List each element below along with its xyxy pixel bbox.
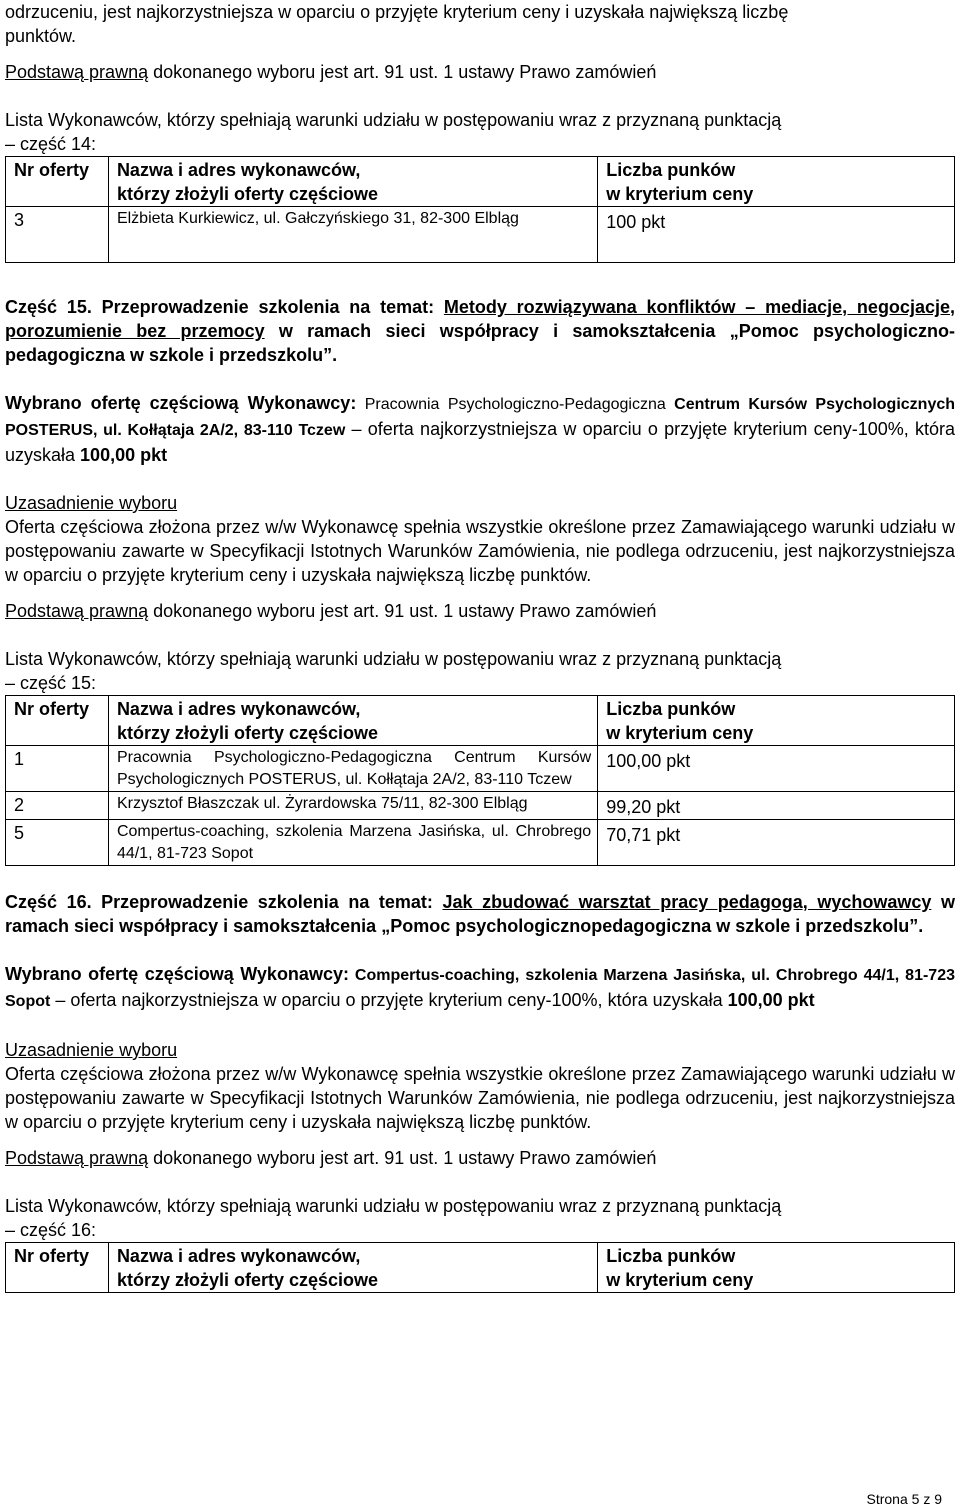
list-intro: Lista Wykonawców, którzy spełniają warunki udziału w postępowaniu wraz z przyznaną punktacją [5,1196,782,1216]
cell-name: Krzysztof Błaszczak ul. Żyrardowska 75/11, 82-300 Elbląg [108,792,597,820]
document-page [5,0,955,1293]
header-points: Liczba punków w kryterium ceny [598,157,955,207]
justification-text: Oferta częściowa złożona przez w/w Wykonawcę spełnia wszystkie określone przez Zamawiającego warunki udziału w postępowaniu zawarte w Specyfikacji Istotnych Warunków Zamówienia, nie podlega odrzuceniu, jest najkorzystniejsza w oparciu o przyjęte kryterium ceny i uzyskała największą liczbę punktów. [5,1064,955,1132]
legal-basis: Podstawą prawną dokonanego wyboru jest art. 91 ust. 1 ustawy Prawo zamówień [5,1148,657,1168]
cell-nr: 3 [6,207,109,263]
header-points: Liczba punków w kryterium ceny [598,696,955,746]
list-part: – część 15: [5,673,97,693]
legal-basis-label: Podstawą prawną [5,62,149,82]
cell-name: Elżbieta Kurkiewicz, ul. Gałczyńskiego 31, 82-300 Elbląg [108,207,597,263]
text-line: odrzuceniu, jest najkorzystniejsza w oparciu o przyjęte kryterium ceny i uzyskała największą liczbę [5,2,789,22]
legal-basis-label: Podstawą prawną [5,601,149,621]
table-row [6,207,955,263]
list-part: – część 14: [5,134,97,154]
table-part-16 [5,1242,955,1293]
table-row [6,820,955,866]
cell-points: 70,71 pkt [598,820,955,866]
header-nr: Nr oferty [6,1243,109,1293]
table-header-row [6,157,955,207]
table-header-row [6,696,955,746]
header-points: Liczba punków w kryterium ceny [598,1243,955,1293]
cell-points: 99,20 pkt [598,792,955,820]
part-15-title: Część 15. Przeprowadzenie szkolenia na temat: Metody rozwiązywana konfliktów – mediacje, negocjacje, porozumienie bez przemocy w ramach sieci współpracy i samokształcenia „Pomoc psychologiczno-pedagogiczna w szkole i przedszkolu”. [5,297,955,365]
legal-basis: Podstawą prawną dokonanego wyboru jest art. 91 ust. 1 ustawy Prawo zamówień [5,601,657,621]
table-row [6,792,955,820]
part-16-topic: Jak zbudować warsztat pracy pedagoga, wychowawcy [442,892,932,912]
legal-basis-label: Podstawą prawną [5,1148,149,1168]
header-nr: Nr oferty [6,696,109,746]
header-name: Nazwa i adres wykonawców, którzy złożyli oferty częściowe [108,157,597,207]
cell-points: 100,00 pkt [598,746,955,792]
justification-title: Uzasadnienie wyboru [5,1040,178,1060]
text-line: punktów. [5,26,77,46]
legal-basis: Podstawą prawną dokonanego wyboru jest art. 91 ust. 1 ustawy Prawo zamówień [5,62,657,82]
cell-points: 100 pkt [598,207,955,263]
table-row [6,746,955,792]
list-part: – część 16: [5,1220,97,1240]
cell-name: Compertus-coaching, szkolenia Marzena Jasińska, ul. Chrobrego 44/1, 81-723 Sopot [108,820,597,866]
table-part-15 [5,695,955,866]
cell-nr: 2 [6,792,109,820]
header-nr: Nr oferty [6,157,109,207]
list-intro: Lista Wykonawców, którzy spełniają warunki udziału w postępowaniu wraz z przyznaną punktacją [5,649,782,669]
table-header-row [6,1243,955,1293]
cell-name: Pracownia Psychologiczno-Pedagogiczna Centrum Kursów Psychologicznych POSTERUS, ul. Kołłątaja 2A/2, 83-110 Tczew [108,746,597,792]
part-16-chosen: Wybrano ofertę częściową Wykonawcy: Compertus-coaching, szkolenia Marzena Jasińska, ul. Chrobrego 44/1, 81-723 Sopot – oferta najkorzystniejsza w oparciu o przyjęte kryterium ceny-100%, która uzyskała 100,00 pkt [5,964,955,1010]
cell-nr: 5 [6,820,109,866]
header-name: Nazwa i adres wykonawców, którzy złożyli oferty częściowe [108,1243,597,1293]
justification-title: Uzasadnienie wyboru [5,493,178,513]
header-name: Nazwa i adres wykonawców, którzy złożyli oferty częściowe [108,696,597,746]
table-part-14 [5,156,955,263]
part-15-chosen: Wybrano ofertę częściową Wykonawcy: Pracownia Psychologiczno-Pedagogiczna Centrum Kursów Psychologicznych POSTERUS, ul. Kołłątaja 2A/2, 83-110 Tczew – oferta najkorzystniejsza w oparciu o przyjęte kryterium ceny-100%, która uzyskała 100,00 pkt [5,393,956,465]
cell-nr: 1 [6,746,109,792]
page-number: Strona 5 z 9 [866,1491,942,1507]
part-16-title: Część 16. Przeprowadzenie szkolenia na temat: Jak zbudować warsztat pracy pedagoga, wychowawcy w ramach sieci współpracy i samokształcenia „Pomoc psychologicznopedagogiczna w szkole i przedszkolu”. [5,892,955,936]
justification-text: Oferta częściowa złożona przez w/w Wykonawcę spełnia wszystkie określone przez Zamawiającego warunki udziału w postępowaniu zawarte w Specyfikacji Istotnych Warunków Zamówienia, nie podlega odrzuceniu, jest najkorzystniejsza w oparciu o przyjęte kryterium ceny i uzyskała największą liczbę punktów. [5,517,955,585]
list-intro: Lista Wykonawców, którzy spełniają warunki udziału w postępowaniu wraz z przyznaną punktacją [5,110,782,130]
part-15-topic: Metody rozwiązywana konfliktów – mediacje, negocjacje, porozumienie bez przemocy [5,297,955,341]
